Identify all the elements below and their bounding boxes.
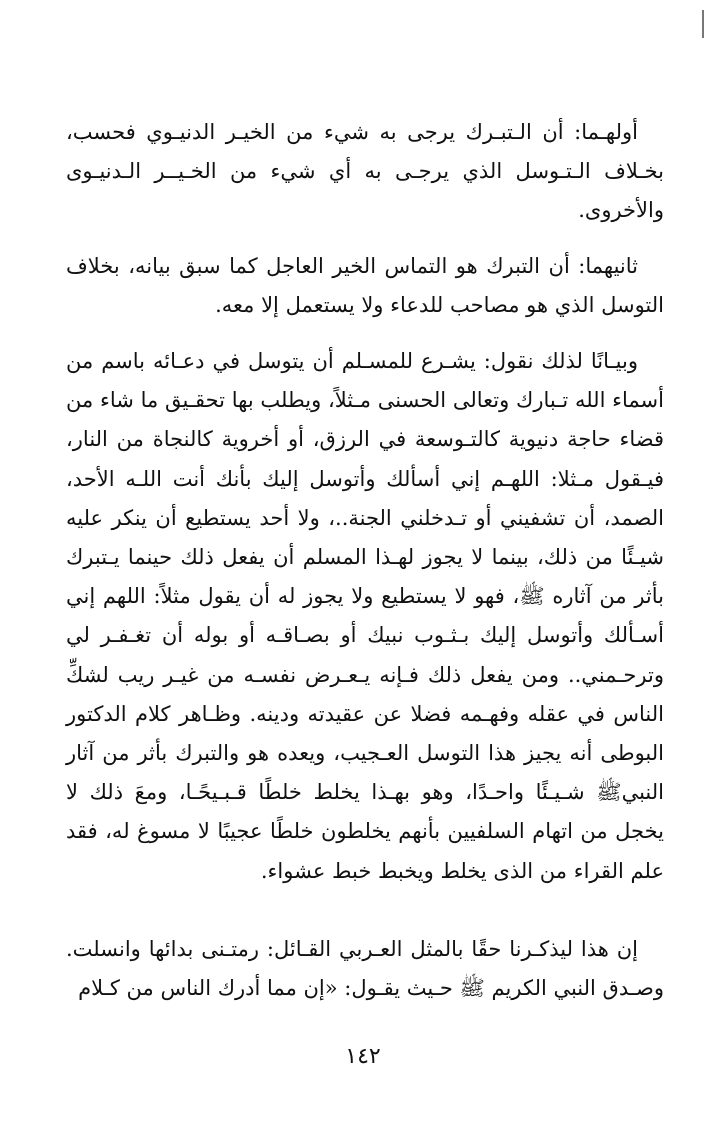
paragraph-proverb: إن هذا ليذكـرنا حقًا بالمثل العـربي القـائل: رمتـنى بدائها وانسلت. وصـدق النبي الكريم ﷺ حـيث يقـول: «إن مما أدرك الناس من كـلام bbox=[66, 937, 664, 1001]
paragraph-first-difference: أولهـما: أن الـتبـرك يرجى به شيء من الخيـر الدنيـوي فحسب، بخـلاف الـتـوسل الذي يرجـى به أي شيء من الخـيــر الـدنيـوى والأخروى. bbox=[66, 120, 664, 223]
paragraph-second-difference: ثانيهما: أن التبرك هو التماس الخير العاجل كما سبق بيانه، بخلاف التوسل الذي هو مصاحب للدعاء ولا يستعمل إلا معه. bbox=[66, 254, 664, 318]
page-number: ١٤٢ bbox=[345, 1044, 381, 1069]
edge-mark bbox=[702, 10, 704, 38]
paragraph-explanation: وبيـانًا لذلك نقول: يشـرع للمسـلم أن يتوسل في دعـائه باسم من أسماء الله تـبارك وتعالى الحسنى مـثلاً، ويطلب بها تحقـيق ما شاء من قضاء حاجة دنيوية كالتـوسعة في الرزق، أو أخروية كالنجاة من النار، فيـقول مـثلا: اللهـم إني أسألك وأتوسل إليك بأنك أنت اللـه الأحد، الصمد، أن تشفيني أو تـدخلني الجنة..، ولا أحد يستطيع أن ينكر عليه شيـئًا من ذلك، بينما لا يجوز لهـذا المسلم أن يفعل ذلك حينما يـتبرك بأثر من آثاره ﷺ، فهو لا يستطيع ولا يجوز له أن يقول مثلاً: اللهم إني أسـألك وأتوسل إليك بـثـوب نبيك أو بصـاقـه أو بوله أن تغـفـر لي وترحـمني.. ومن يفعل ذلك فـإنه يـعـرض نفسـه من غيـر ريب لشكِّ الناس في عقله وفهـمه فضلا عن عقيدته ودينه. وظـاهر كلام الدكتور البوطى أنه يجيز هذا التوسل العـجيب، ويعده هو والتبرك بأثر من آثار النبيﷺ شـيـئًا واحـدًا، وهو بهـذا يخلط خلطًا قـبـيحًـا، ومعَ ذلك لا يخجل من اتهام السلفيين بأنهم يخلطون خلطًا عجيبًا لا مسوغ له، فقد علم القراء من الذى يخلط ويخبط خبط عشواء. bbox=[66, 349, 664, 883]
